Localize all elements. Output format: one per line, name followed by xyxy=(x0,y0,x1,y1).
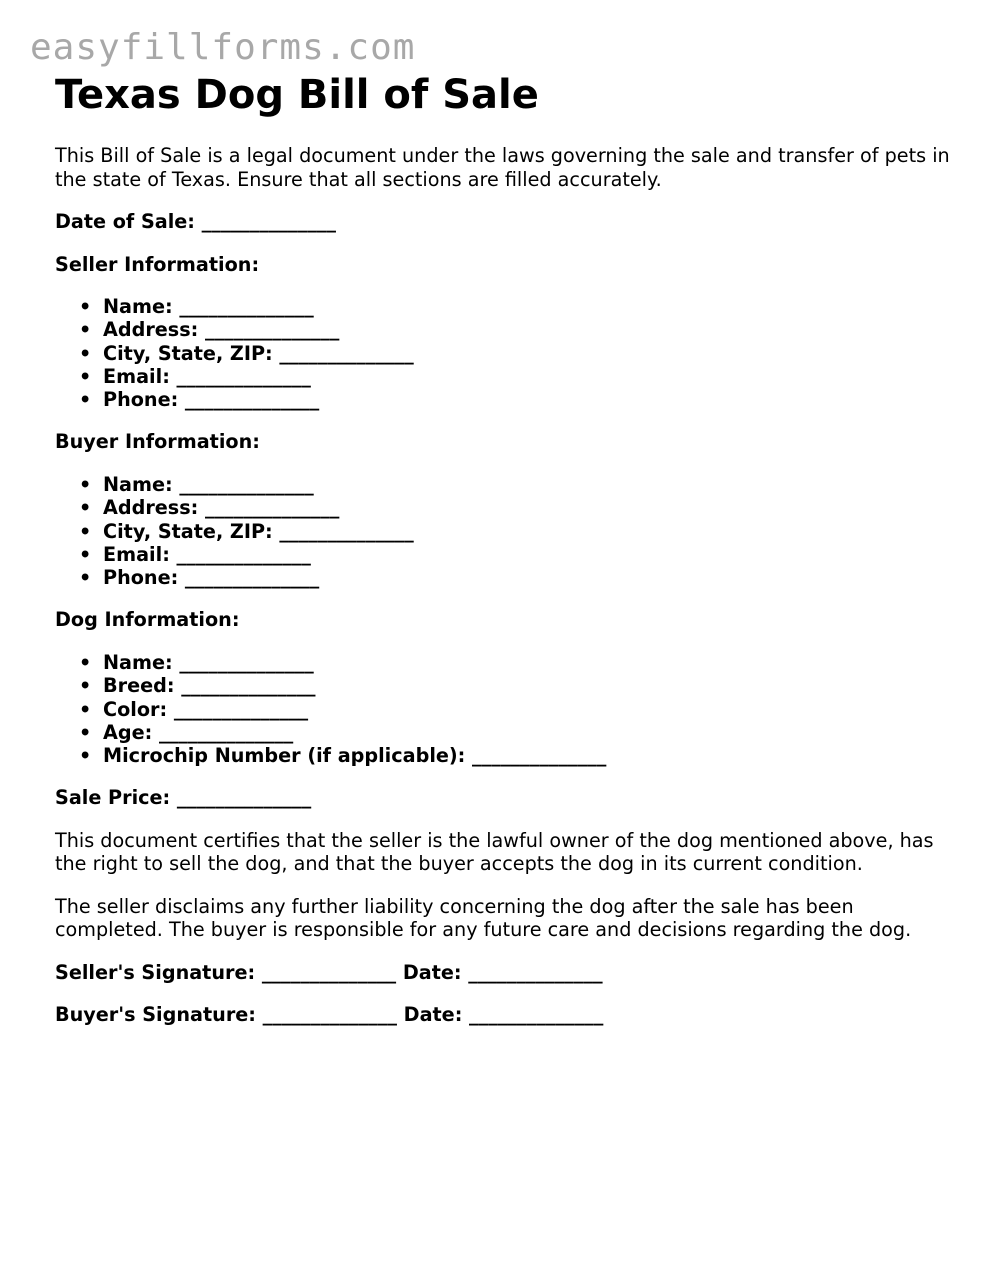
dog-color-field: • Color: ______________ xyxy=(79,697,309,721)
disclaimer-paragraph: The seller disclaims any further liability concerning the dog after the sale has been completed. The buyer is responsible for any future care and decisions regarding the dog. xyxy=(55,894,912,942)
buyer-phone-field: • Phone: ______________ xyxy=(79,566,320,590)
seller-email-field: • Email: ______________ xyxy=(79,364,311,388)
bullet: • xyxy=(79,341,92,365)
buyer-address-field: • Address: ______________ xyxy=(79,496,340,520)
buyer-email-field: • Email: ______________ xyxy=(79,542,311,566)
bullet: • xyxy=(79,318,92,342)
bullet: • xyxy=(79,472,92,496)
bullet: • xyxy=(79,720,92,744)
seller-signature-line: Seller's Signature: ______________ Date: ______________ xyxy=(55,960,603,984)
document-title: Texas Dog Bill of Sale xyxy=(55,72,539,118)
buyer-name-field: • Name: ______________ xyxy=(79,472,314,496)
bullet: • xyxy=(79,697,92,721)
seller-information-list xyxy=(55,295,955,411)
dog-age-field: • Age: ______________ xyxy=(79,720,294,744)
bullet: • xyxy=(79,388,92,412)
bullet: • xyxy=(79,496,92,520)
bullet: • xyxy=(79,566,92,590)
dog-information-heading: Dog Information: xyxy=(55,608,240,632)
dog-name-field: • Name: ______________ xyxy=(79,650,314,674)
buyer-information-heading: Buyer Information: xyxy=(55,430,260,454)
bullet: • xyxy=(79,674,92,698)
intro-paragraph: This Bill of Sale is a legal document under the laws governing the sale and transfer of pets in the state of Texas. Ensure that all sections are filled accurately. xyxy=(55,144,950,191)
bullet: • xyxy=(79,519,92,543)
bullet: • xyxy=(79,650,92,674)
certification-paragraph: This document certifies that the seller is the lawful owner of the dog mentioned above, has the right to sell the dog, and that the buyer accepts the dog in its current condition. xyxy=(55,828,934,876)
seller-name-field: • Name: ______________ xyxy=(79,295,314,318)
date-of-sale-field: Date of Sale: ______________ xyxy=(55,210,336,233)
dog-breed-field: • Breed: ______________ xyxy=(79,674,316,698)
seller-city-state-zip-field: • City, State, ZIP: ______________ xyxy=(79,341,414,365)
document xyxy=(55,68,955,1027)
sale-price-field: Sale Price: ______________ xyxy=(55,786,312,810)
bullet: • xyxy=(79,542,92,566)
bullet: • xyxy=(79,744,92,768)
seller-address-field: • Address: ______________ xyxy=(79,318,340,342)
seller-information-heading: Seller Information: xyxy=(55,252,260,276)
seller-phone-field: • Phone: ______________ xyxy=(79,388,320,412)
bullet: • xyxy=(79,295,92,318)
buyer-signature-line: Buyer's Signature: ______________ Date: ______________ xyxy=(55,1003,604,1027)
watermark: easyfillforms.com xyxy=(30,27,416,68)
dog-information-list xyxy=(55,651,955,767)
bullet: • xyxy=(79,364,92,388)
buyer-information-list xyxy=(55,473,955,589)
buyer-city-state-zip-field: • City, State, ZIP: ______________ xyxy=(79,519,414,543)
dog-microchip-field: • Microchip Number (if applicable): ______________ xyxy=(79,744,607,768)
